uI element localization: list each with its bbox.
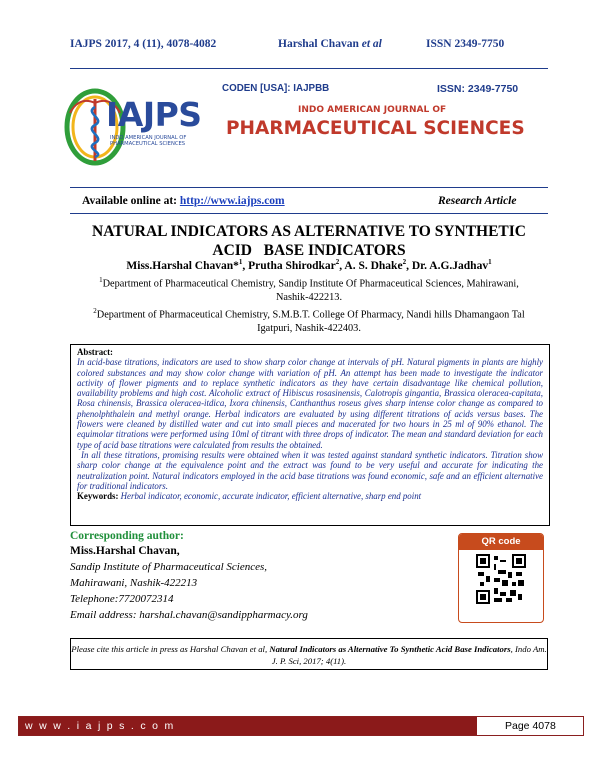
logo-subtitle-1: INDO AMERICAN JOURNAL OF: [110, 135, 187, 141]
running-header-author: Harshal Chavan et al: [278, 38, 382, 50]
page-footer: [18, 716, 584, 736]
author-4: Dr. A.G.Jadhav$^1$: [411, 258, 492, 272]
corresponding-phone: Telephone:7720072314: [70, 593, 174, 605]
corresponding-name: Miss.Harshal Chavan,: [70, 545, 180, 557]
abstract-paragraph-2: In all these titrations, promising results were obtained when it was tested against standard synthetic indicators. Titration show sharp color change at the equivalence point and the extract was found to be very useful and accurate for indicating the neutralization point. Natural indicators employed in the acid base titrations was found economic, safe and an efficient alternative for traditional indicators.: [77, 449, 543, 491]
qr-label: QR code: [459, 534, 543, 550]
title-line-2: ACID BASE INDICATORS: [212, 242, 406, 259]
qr-code-icon[interactable]: [476, 554, 526, 604]
abstract-heading: Abstract:: [77, 347, 113, 357]
citation-box: Please cite this article in press as Harshal Chavan et al, Natural Indicators as Alternative To Synthetic Acid Base Indicators, Indo Am. J. P. Sci, 2017; 4(11).: [70, 638, 548, 670]
page-number: Page 4078: [505, 720, 556, 732]
running-header: [0, 36, 600, 56]
author-3: A. S. Dhake$^2$,: [344, 258, 412, 272]
header-divider: [70, 68, 548, 69]
title-line-1: NATURAL INDICATORS AS ALTERNATIVE TO SYNTHETIC: [92, 223, 526, 240]
qr-code-panel: [458, 533, 544, 623]
corresponding-address: Mahirawani, Nashik-422213: [70, 577, 198, 589]
availability-label: Available online at:: [82, 195, 177, 207]
citation-title: Natural Indicators as Alternative To Synthetic Acid Base Indicators: [269, 644, 511, 654]
running-header-citation: IAJPS 2017, 4 (11), 4078-4082: [70, 38, 217, 50]
keywords: Keywords: Herbal indicator, economic, accurate indicator, efficient alternative, sharp end point: [77, 491, 422, 502]
journal-name-large: PHARMACEUTICAL SCIENCES: [226, 118, 525, 139]
journal-name-small: INDO AMERICAN JOURNAL OF: [298, 105, 447, 115]
author-1: Miss.Harshal Chavan*$^1$,: [126, 258, 249, 272]
header-divider-2: [70, 187, 548, 188]
corresponding-institute: Sandip Institute of Pharmaceutical Sciences,: [70, 561, 268, 573]
corresponding-heading: Corresponding author:: [70, 530, 184, 542]
availability: [82, 195, 285, 207]
corresponding-email: Email address: harshal.chavan@sandippharmacy.org: [70, 609, 308, 621]
journal-url-link[interactable]: http://www.iajps.com: [179, 195, 285, 207]
footer-site-link[interactable]: w w w . i a j p s . c o m: [19, 717, 477, 735]
logo-wordmark: IAJPS: [106, 95, 202, 134]
logo-subtitle-2: PHARMACEUTICAL SCIENCES: [110, 141, 186, 147]
article-type: Research Article: [438, 195, 517, 207]
affiliation-2: $^2$Department of Pharmaceutical Chemistry, S.M.B.T. College Of Pharmacy, Nandi hills Dhamangaon Tal Igatpuri, Nashik-422403.: [93, 307, 525, 335]
author-2: Prutha Shirodkar$^2$,: [248, 258, 345, 272]
header-divider-3: [70, 213, 548, 214]
author-list: [70, 258, 548, 272]
article-title: [70, 222, 548, 260]
abstract-paragraph-1: In acid-base titrations, indicators are used to show sharp color change at intervals of pH. Natural pigments in plants are highly colored substances and may show color change with variation of pH. An attempt has been made to investigate the indicator activity of flower pigments and to replace synthetic indicators as they have certain disadvantage like chemical pollution, availability problems and high cost. Alcoholic extract of Hibiscus rosasinensis, Calotropis gingantia, Brassica oleracea-capitata, Rosa chinensis, Brassica oleracea-itdica, Ixora chinensis, Canthanthus roseus gives sharp intense color change as compared to phenolphthalein and methyl orange. Herbal indicators are evaluated by using different titrations of acids versus bases. The flowers were cleaned by distilled water and cut into small pieces and macerated for two hours in 25 ml of 90% ethanol. The equimolar titrations were performed using 10ml of titrant with three drops of indicator. The mean and standard deviation for each type of acid base titrations were calculated from results the obtained.: [77, 357, 543, 450]
running-header-issn: ISSN 2349-7750: [426, 38, 505, 50]
journal-logo: [62, 83, 212, 171]
affiliation-1: $^1$Department of Pharmaceutical Chemistry, Sandip Institute Of Pharmaceutical Sciences, Mahirawani, Nashik-422213.: [99, 276, 519, 304]
abstract-box: [70, 344, 550, 526]
coden: CODEN [USA]: IAJPBB: [222, 83, 330, 94]
journal-issn: ISSN: 2349-7750: [437, 83, 519, 95]
